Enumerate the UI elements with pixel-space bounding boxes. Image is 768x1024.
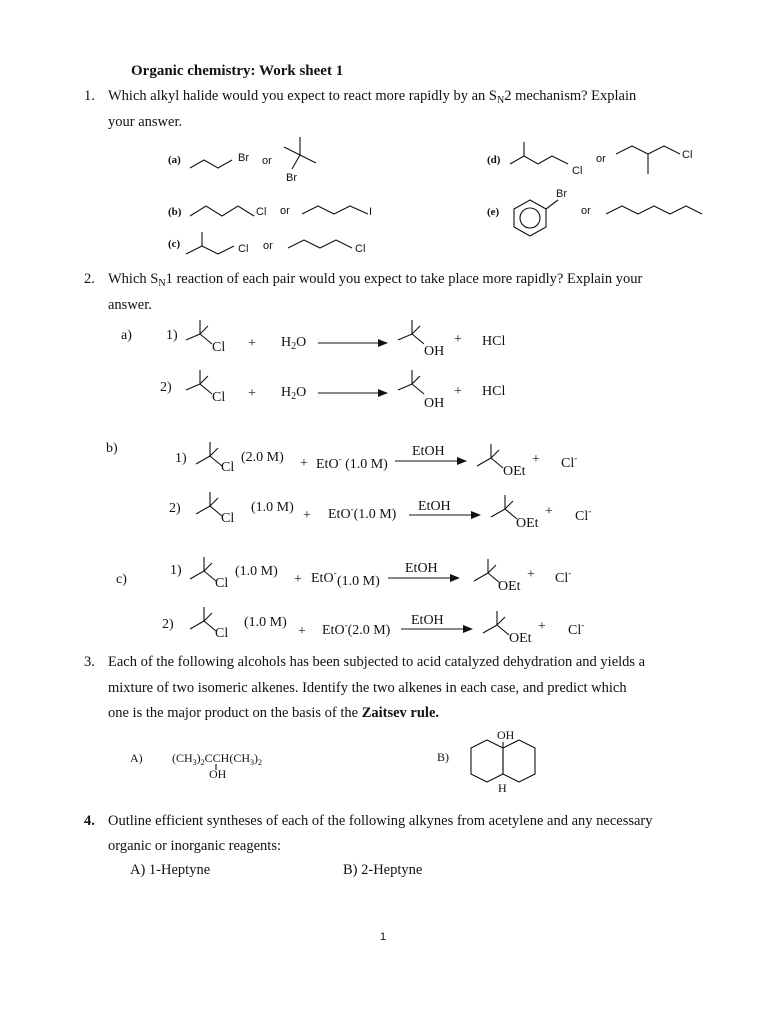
q1-part-e-label: (e) [487,206,500,218]
q2b2-solvent: EtOH [418,499,451,514]
q2a2-plus-2: + [454,384,462,399]
q2c1-cl: Cl [215,576,229,591]
q2c1-reaction-arrow [388,573,460,583]
q1b-chlorobutane-structure [190,200,260,220]
q1b-iodobutane-structure [302,200,372,220]
q2a2-oh: OH [424,396,445,411]
q1-part-d-label: (d) [487,154,501,166]
q2c1-solvent: EtOH [405,561,438,576]
q2c1-oet: OEt [498,579,521,594]
q2c2-oet: OEt [509,631,532,646]
q4-part-a: A) 1-Heptyne [130,862,211,878]
q1-part-c-label: (c) [168,238,181,250]
q2-number: 2. [84,271,95,287]
q2c1-chloride: Cl- [555,568,572,586]
q2b2-label: 2) [169,501,181,516]
q1d-or: or [596,153,606,165]
q2c1-plus-2: + [527,567,535,582]
q3a-formula: $(CH_3)_2CCH(CH_3)_2$ [172,751,263,767]
q2a1-reaction-arrow [318,338,388,348]
q4-text-line1: Outline efficient syntheses of each of the following alkynes from acetylene and any necessary [108,813,653,829]
q4-part-b: B) 2-Heptyne [343,862,423,878]
q4-number: 4. [84,813,95,829]
q3b-label: B) [437,750,449,764]
q2b2-chloride: Cl- [575,506,592,524]
q2b1-plus-2: + [532,452,540,467]
q2a2-plus: + [248,386,256,401]
q1c-isobutyl-chloride-structure [186,230,242,258]
q1a-bromopropane-structure [190,150,240,170]
q1d-chloro-methylbutane-2-structure [616,140,686,176]
q2a1-cl: Cl [212,340,226,355]
q2c1-label: 1) [170,563,182,578]
q2c2-plus: + [298,624,306,639]
q1b-i-label: I [369,206,373,218]
q2a2-hcl: HCl [482,384,506,399]
q2c1-conc: (1.0 M) [235,564,278,579]
q2c-label: c) [116,572,127,587]
q2b2-plus: + [303,508,311,523]
q1d-chloro-methylbutane-structure [510,140,576,172]
q2a-label: a) [121,328,132,343]
q2b2-plus-2: + [545,504,553,519]
q2c2-cl: Cl [215,626,229,641]
q2b1-oet: OEt [503,464,526,479]
q1b-or: or [280,205,290,217]
q2b2-ethoxide: EtO-(1.0 M) [328,504,397,522]
q1a-tert-butyl-bromide-structure [282,137,322,173]
q2-text-line1: Which $S_N1$ reaction of each pair would you expect to take place more rapidly? Explain your [108,271,643,289]
q2b-label: b) [106,441,118,456]
q2b1-ethoxide: EtO- (1.0 M) [316,454,388,472]
q2b1-cl: Cl [221,460,235,475]
q2b2-conc: (1.0 M) [251,500,294,515]
q3b-decalinol-structure [470,740,536,784]
q3b-h: H [498,781,507,795]
q3-text-line3: one is the major product on the basis of the Zaitsev rule. [108,705,440,721]
q3-text-line2: mixture of two isomeric alkenes. Identify the two alkenes in each case, and predict which [108,680,627,696]
q2b1-plus: + [300,456,308,471]
q2b1-label: 1) [175,451,187,466]
worksheet-title: Organic chemistry: Work sheet 1 [131,63,344,79]
q2b2-reaction-arrow [409,510,481,520]
q3a-label: A) [130,751,143,765]
q2c1-plus: + [294,572,302,587]
q1b-cl-label: Cl [256,206,267,218]
q1c-cl-label: Cl [238,243,249,255]
q2b2-cl: Cl [221,511,235,526]
q2c2-chloride: Cl- [568,620,585,638]
q2c2-conc: (1.0 M) [244,615,287,630]
q2a1-water: $H_2O$ [281,335,307,352]
q1e-or: or [581,205,591,217]
q1-number: 1. [84,88,95,104]
q2b1-solvent: EtOH [412,444,445,459]
q1e-benzyl-bromide-structure [510,190,560,238]
q1a-br-label-2: Br [286,172,297,184]
q2a2-water: $H_2O$ [281,385,307,402]
q1-part-a-label: (a) [168,154,181,166]
q2a2-reaction-arrow [318,388,388,398]
q1c-cl-label-2: Cl [355,243,366,255]
q3-text-line1: Each of the following alcohols has been subjected to acid catalyzed dehydration and yields a [108,654,646,670]
q2c2-solvent: EtOH [411,613,444,628]
q1c-chlorobutane-structure [288,234,358,254]
q1-text-line1: Which alkyl halide would you expect to react more rapidly by an $S_N2$ mechanism? Explain [108,88,637,106]
q2b1-reaction-arrow [395,456,467,466]
q2a1-plus: + [248,336,256,351]
q4-text-line2: organic or inorganic reagents: [108,838,282,854]
q2c1-ethoxide: EtO- [311,568,337,586]
q2c2-ethoxide: EtO-(2.0 M) [322,620,391,638]
q2a1-hcl: HCl [482,334,506,349]
q1d-cl-label: Cl [572,165,583,177]
q2b1-chloride: Cl- [561,453,578,471]
q3-number: 3. [84,654,95,670]
q2a1-label: 1) [166,328,178,343]
q1c-or: or [263,240,273,252]
q1a-br-label: Br [238,152,249,164]
q1d-cl-label-2: Cl [682,149,693,161]
q2a2-label: 2) [160,380,172,395]
q1a-or: or [262,155,272,167]
q1e-br-label: Br [556,188,567,200]
q1-text-line2: your answer. [108,114,183,130]
q2b1-conc: (2.0 M) [241,450,284,465]
q2a2-cl: Cl [212,390,226,405]
q3a-oh: OH [209,767,227,781]
page-number: 1 [380,931,387,943]
q2a1-plus-2: + [454,332,462,347]
q2a1-oh: OH [424,344,445,359]
q1-part-b-label: (b) [168,206,182,218]
q3b-oh: OH [497,728,515,742]
q2c2-label: 2) [162,617,174,632]
q2c2-reaction-arrow [401,624,473,634]
q2c2-plus-2: + [538,619,546,634]
q2-text-line2: answer. [108,297,152,313]
q1e-hexane-structure [606,200,706,220]
q2b2-oet: OEt [516,516,539,531]
q2c1-ethoxide-conc: (1.0 M) [337,574,380,589]
